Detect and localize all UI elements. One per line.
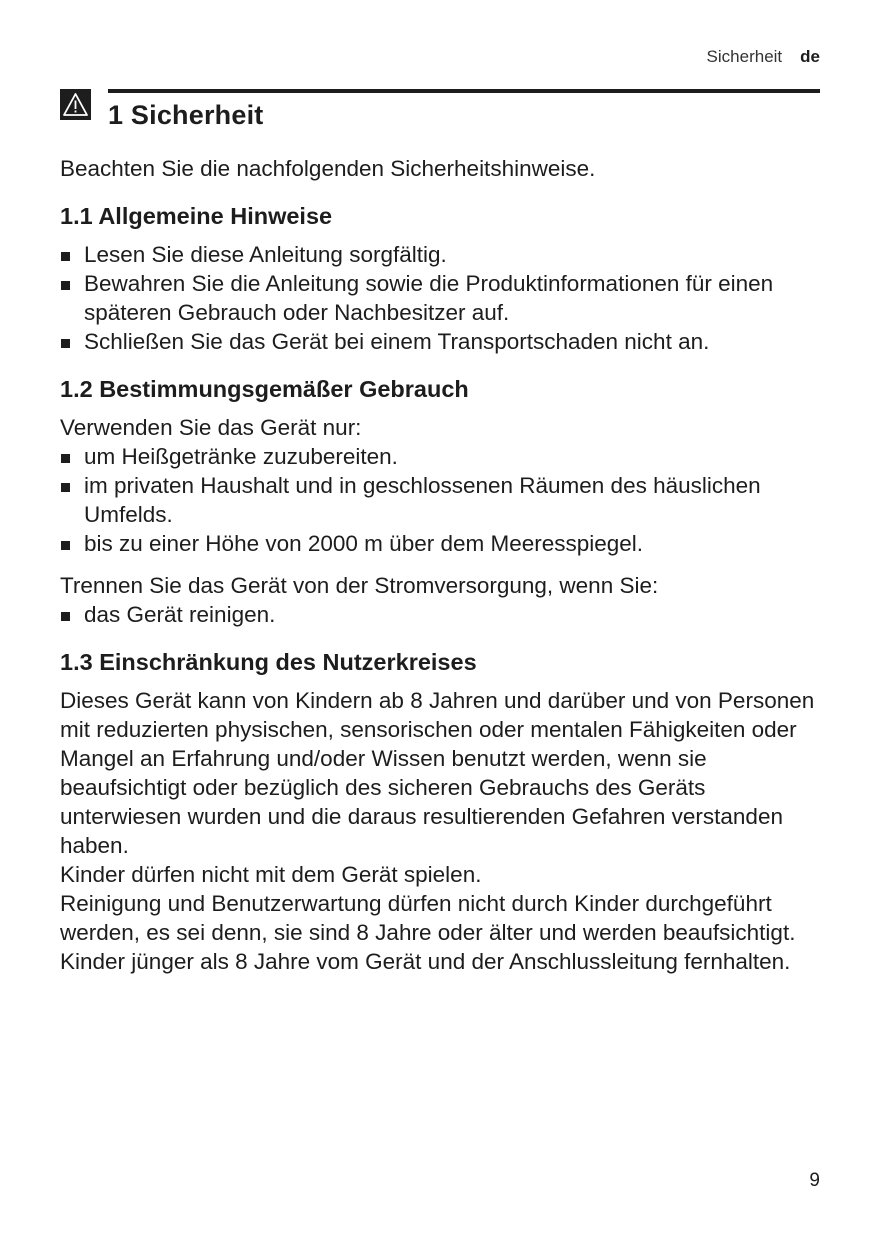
list-item: Bewahren Sie die Anleitung sowie die Produktinformationen für einen späteren Gebrauch oder Nachbesitzer auf. [60,269,822,327]
chapter-title: 1 Sicherheit [108,100,264,130]
paragraph: Kinder dürfen nicht mit dem Gerät spielen. [60,862,482,887]
intro-text: Beachten Sie die nachfolgenden Sicherheitshinweise. [60,156,596,181]
page-number: 9 [809,1170,820,1191]
section-1-1-title: 1.1 Allgemeine Hinweise [60,203,333,229]
page-header [707,47,820,67]
page-content [60,154,822,976]
section-1-2-title: 1.2 Bestimmungsgemäßer Gebrauch [60,376,469,402]
list-item: bis zu einer Höhe von 2000 m über dem Meeresspiegel. [60,529,822,558]
list-item: um Heißgetränke zuzubereiten. [60,442,822,471]
section-1-1-list [60,240,822,356]
paragraph: Reinigung und Benutzerwartung dürfen nicht durch Kinder durchgeführt werden, es sei denn, sie sind 8 Jahre oder älter und werden beaufsichtigt. [60,891,796,945]
section-1-2-list-2 [60,600,822,629]
section-1-3-title: 1.3 Einschränkung des Nutzerkreises [60,649,477,675]
header-language: de [800,47,820,66]
list-item: Lesen Sie diese Anleitung sorgfältig. [60,240,822,269]
list-item: Schließen Sie das Gerät bei einem Transportschaden nicht an. [60,327,822,356]
section-1-2-lead: Verwenden Sie das Gerät nur: [60,415,362,440]
chapter-rule [108,89,820,93]
paragraph: Kinder jünger als 8 Jahre vom Gerät und der Anschlussleitung fernhalten. [60,949,791,974]
list-item: im privaten Haushalt und in geschlossenen Räumen des häuslichen Umfelds. [60,471,822,529]
warning-triangle-icon [60,89,91,120]
header-section-title: Sicherheit [706,47,783,66]
paragraph: Dieses Gerät kann von Kindern ab 8 Jahren und darüber und von Personen mit reduzierten physischen, sensorischen oder mentalen Fähigkeiten oder Mangel an Erfahrung und/oder Wissen benutzt werden, wenn sie beaufsichtigt oder bezüglich des sicheren Gebrauchs des Geräts unterwiesen wurden und die daraus resultierenden Gefahren verstanden haben. [60,688,815,858]
section-1-2-list [60,442,822,558]
section-1-2-lead-2: Trennen Sie das Gerät von der Stromversorgung, wenn Sie: [60,573,659,598]
list-item: das Gerät reinigen. [60,600,822,629]
